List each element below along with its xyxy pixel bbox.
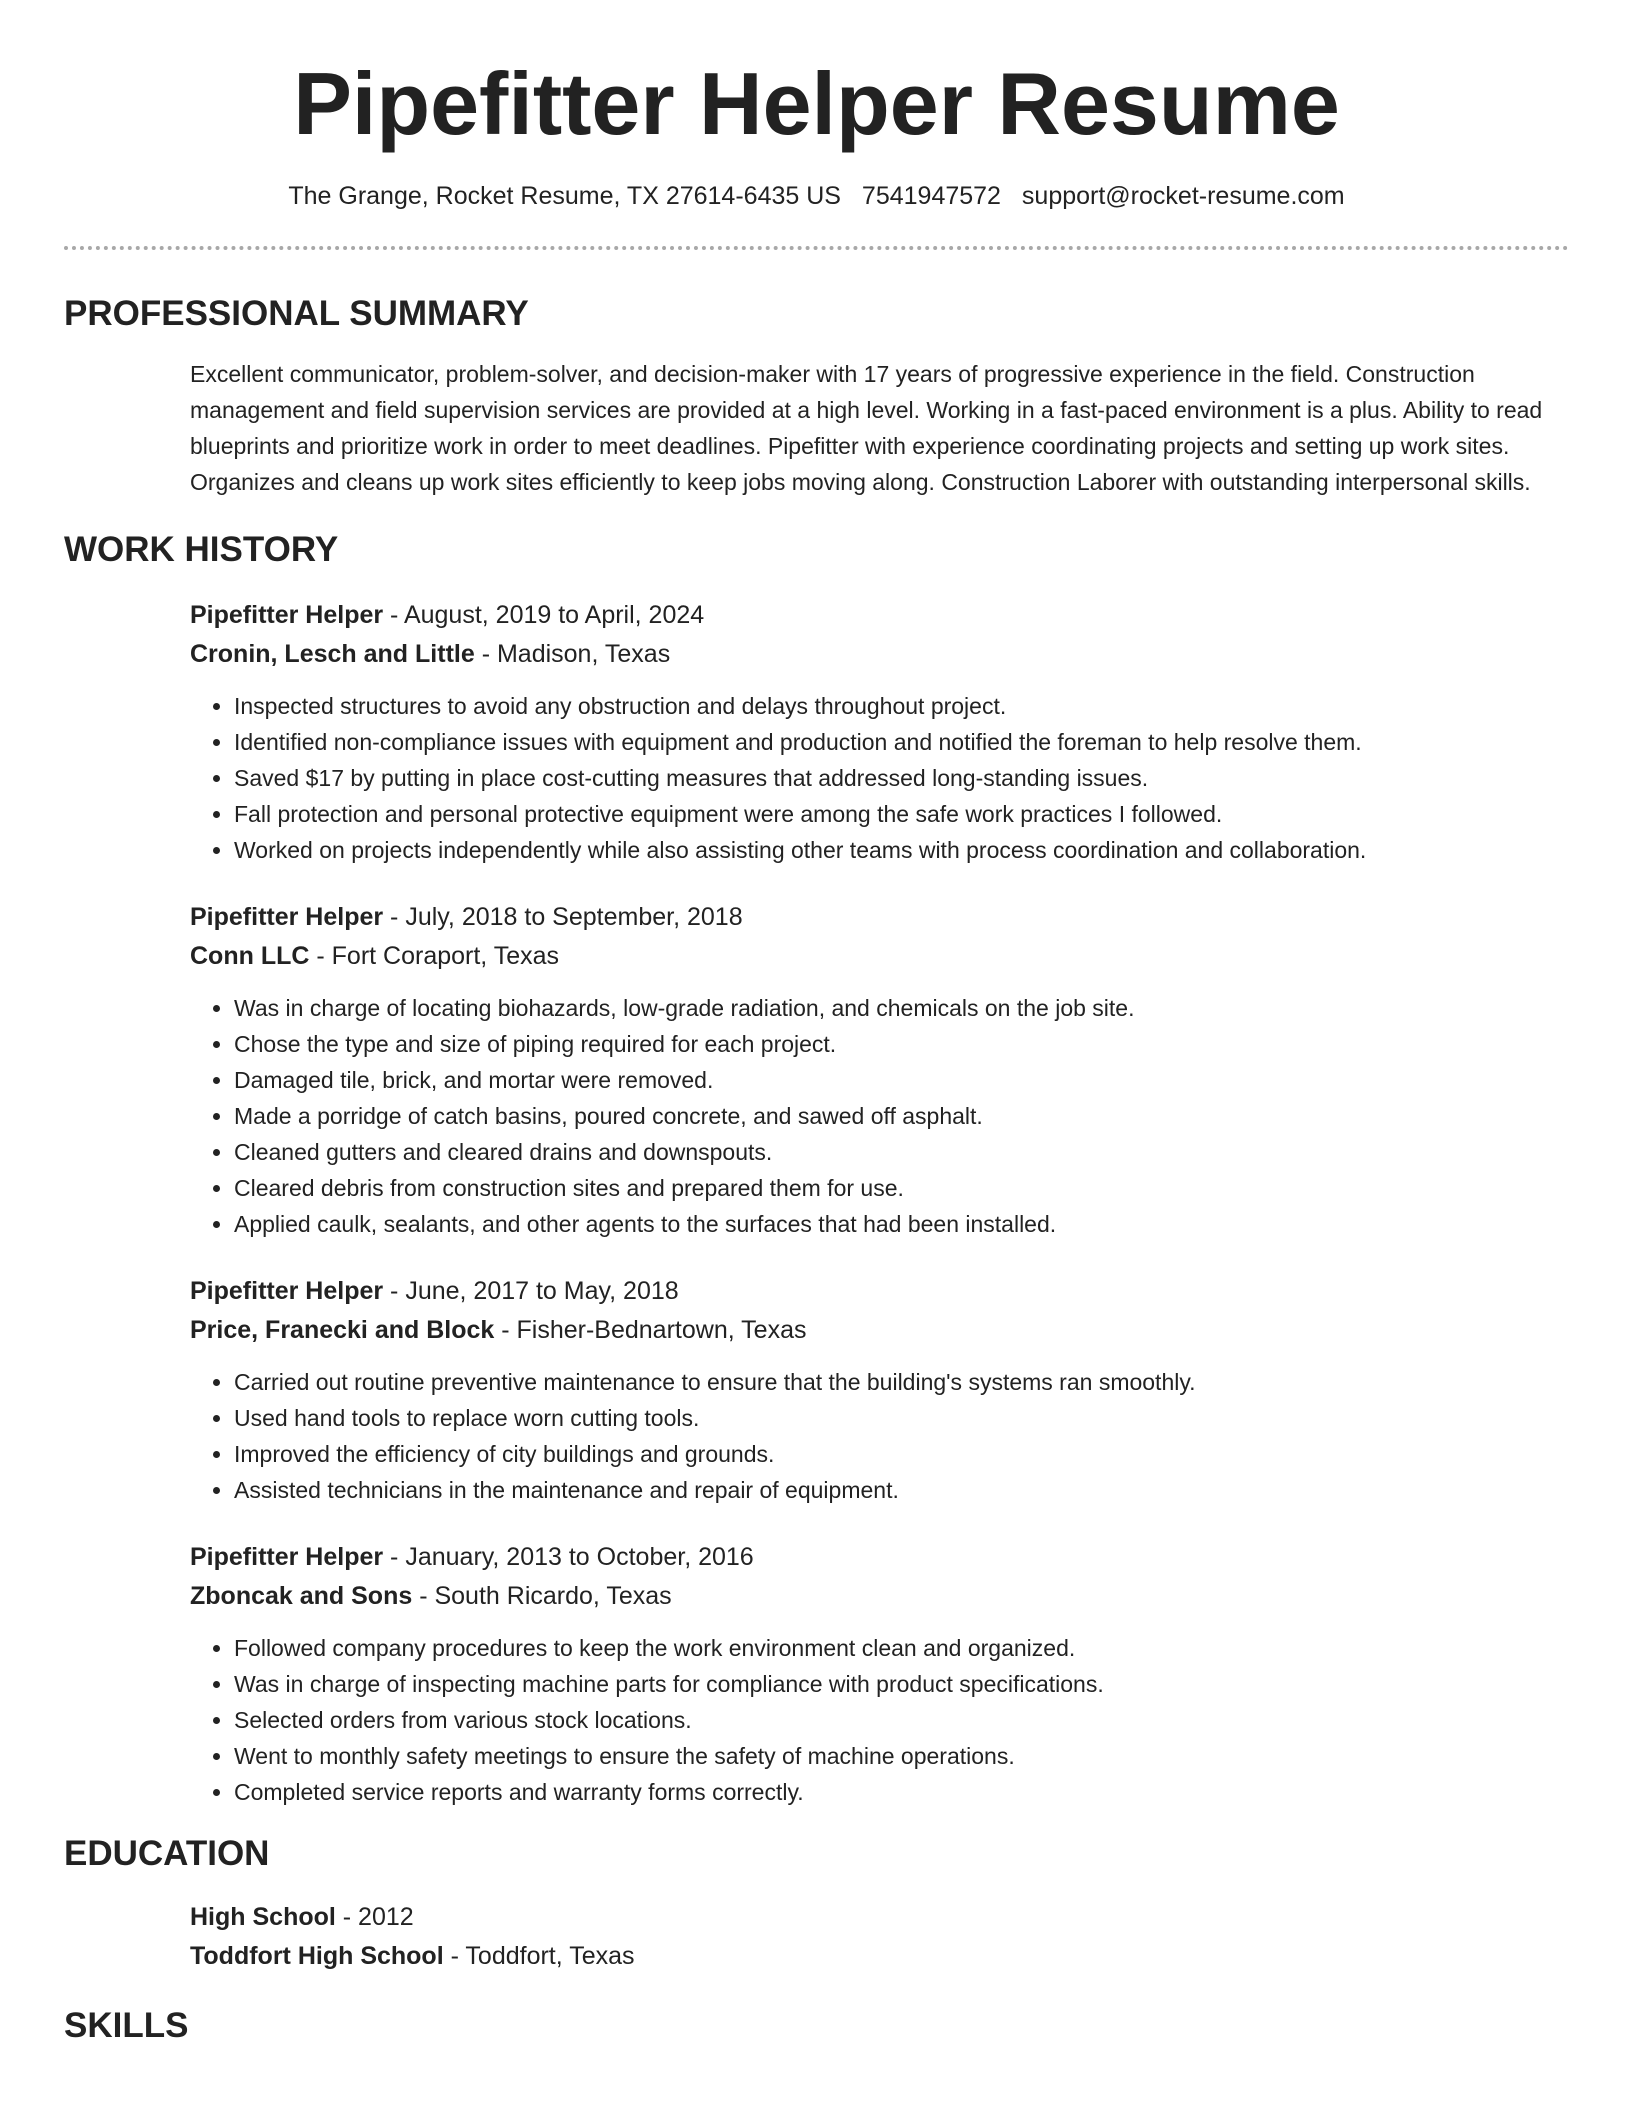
job-company: Price, Franecki and Block — [190, 1316, 495, 1344]
list-item: • Identified non-compliance issues with equipment and production and notified the foreman to help resolve them. — [234, 724, 1569, 760]
job-role: Pipefitter Helper — [190, 903, 384, 931]
education-degree-line — [190, 1898, 1569, 1937]
education-location: - Toddfort, Texas — [443, 1942, 635, 1970]
education-heading: EDUCATION — [64, 1834, 270, 1873]
header-divider — [64, 246, 1569, 250]
contact-address: The Grange, Rocket Resume, TX 27614-6435 US — [288, 182, 841, 210]
job-dates: - June, 2017 to May, 2018 — [383, 1277, 679, 1305]
job-entry — [190, 596, 1569, 868]
job-entry — [190, 1272, 1569, 1508]
list-item: • Completed service reports and warranty forms correctly. — [234, 1774, 1569, 1810]
list-item: • Cleaned gutters and cleared drains and downspouts. — [234, 1134, 1569, 1170]
job-entry — [190, 1538, 1569, 1810]
list-item: • Inspected structures to avoid any obstruction and delays throughout project. — [234, 688, 1569, 724]
job-role: Pipefitter Helper — [190, 1277, 384, 1305]
job-dates: - August, 2019 to April, 2024 — [383, 601, 705, 629]
job-role: Pipefitter Helper — [190, 601, 384, 629]
job-role: Pipefitter Helper — [190, 1543, 384, 1571]
job-bullets — [190, 1364, 1569, 1508]
job-company-line — [190, 1577, 1569, 1616]
skills-heading: SKILLS — [64, 2006, 189, 2045]
list-item: • Made a porridge of catch basins, poured concrete, and sawed off asphalt. — [234, 1098, 1569, 1134]
list-item: • Carried out routine preventive maintenance to ensure that the building's systems ran smoothly. — [234, 1364, 1569, 1400]
list-item: • Improved the efficiency of city buildings and grounds. — [234, 1436, 1569, 1472]
list-item: • Applied caulk, sealants, and other agents to the surfaces that had been installed. — [234, 1206, 1569, 1242]
job-bullets — [190, 1630, 1569, 1810]
job-company: Cronin, Lesch and Little — [190, 640, 475, 668]
work-history-section — [64, 596, 1569, 1810]
list-item: • Used hand tools to replace worn cutting tools. — [234, 1400, 1569, 1436]
education-school-line — [190, 1937, 1569, 1976]
job-company-line — [190, 1311, 1569, 1350]
contact-phone: 7541947572 — [861, 182, 1001, 210]
list-item: • Went to monthly safety meetings to ensure the safety of machine operations. — [234, 1738, 1569, 1774]
list-item: • Was in charge of inspecting machine parts for compliance with product specifications. — [234, 1666, 1569, 1702]
summary-heading: PROFESSIONAL SUMMARY — [64, 294, 529, 333]
job-bullets — [190, 688, 1569, 868]
list-item: • Assisted technicians in the maintenance and repair of equipment. — [234, 1472, 1569, 1508]
list-item: • Was in charge of locating biohazards, low-grade radiation, and chemicals on the job site. — [234, 990, 1569, 1026]
education-section — [64, 1898, 1569, 1976]
job-role-line — [190, 898, 1569, 937]
job-company: Zboncak and Sons — [190, 1582, 413, 1610]
job-role-line — [190, 596, 1569, 635]
list-item: • Fall protection and personal protective equipment were among the safe work practices I followed. — [234, 796, 1569, 832]
work-history-heading: WORK HISTORY — [64, 530, 339, 569]
job-dates: - July, 2018 to September, 2018 — [383, 903, 743, 931]
education-school: Toddfort High School — [190, 1942, 444, 1970]
list-item: • Worked on projects independently while also assisting other teams with process coordination and collaboration. — [234, 832, 1569, 868]
list-item: • Saved $17 by putting in place cost-cutting measures that addressed long-standing issues. — [234, 760, 1569, 796]
job-dates: - January, 2013 to October, 2016 — [383, 1543, 754, 1571]
job-location: - South Ricardo, Texas — [412, 1582, 672, 1610]
job-company: Conn LLC — [190, 942, 310, 970]
list-item: • Selected orders from various stock locations. — [234, 1702, 1569, 1738]
job-role-line — [190, 1272, 1569, 1311]
job-bullets — [190, 990, 1569, 1242]
job-location: - Fort Coraport, Texas — [309, 942, 560, 970]
job-location: - Madison, Texas — [474, 640, 671, 668]
job-location: - Fisher-Bednartown, Texas — [494, 1316, 807, 1344]
summary-section — [64, 356, 1569, 500]
summary-text: Excellent communicator, problem-solver, and decision-maker with 17 years of progressive experience in the field. Construction management and field supervision services are provided at a high level. Working in a fast-paced environment is a plus. Ability to read blueprints and prioritize work in order to meet deadlines. Pipefitter with experience coordinating projects and setting up work sites. Organizes and cleans up work sites efficiently to keep jobs moving along. Construction Laborer with outstanding interpersonal skills. — [190, 361, 1543, 495]
job-entry — [190, 898, 1569, 1242]
contact-line — [64, 180, 1569, 212]
education-year: - 2012 — [335, 1903, 414, 1931]
list-item: • Followed company procedures to keep the work environment clean and organized. — [234, 1630, 1569, 1666]
list-item: • Cleared debris from construction sites and prepared them for use. — [234, 1170, 1569, 1206]
resume-page — [64, 52, 1569, 2048]
job-company-line — [190, 937, 1569, 976]
resume-title: Pipefitter Helper Resume — [293, 54, 1340, 153]
job-company-line — [190, 635, 1569, 674]
education-degree: High School — [190, 1903, 336, 1931]
list-item: • Chose the type and size of piping required for each project. — [234, 1026, 1569, 1062]
list-item: • Damaged tile, brick, and mortar were removed. — [234, 1062, 1569, 1098]
contact-email: support@rocket-resume.com — [1021, 182, 1345, 210]
job-role-line — [190, 1538, 1569, 1577]
